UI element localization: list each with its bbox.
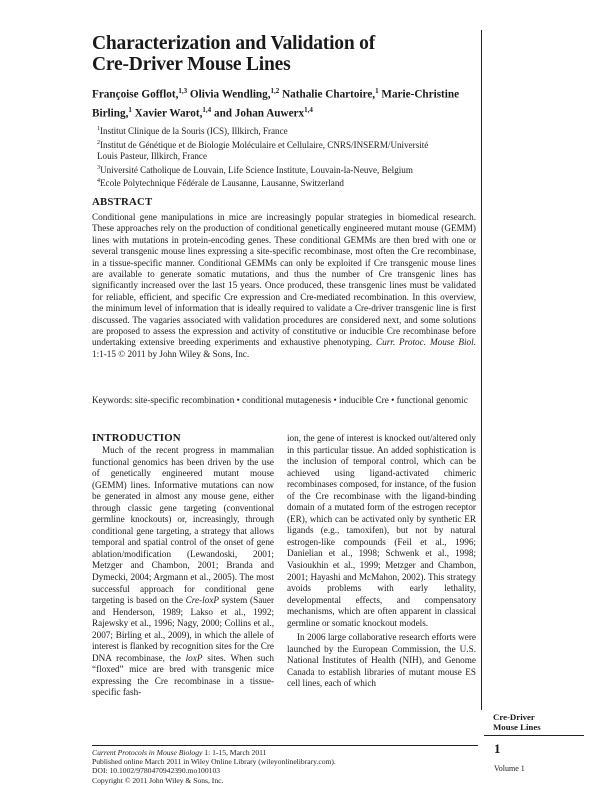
footer-doi: DOI: 10.1002/9780470942390.mo100103 [92,766,221,776]
running-title-line-2: Mouse Lines [493,722,541,732]
author-affil-sup: 1 [128,105,132,114]
author-affil-sup: 1,4 [202,105,212,114]
volume-label: Volume 1 [494,764,525,773]
title-line-2: Cre-Driver Mouse Lines [92,54,291,75]
affiliation-number: 2 [97,139,100,146]
author-gofflot: Françoise Gofflot, [92,88,179,101]
author-affil-sup: 1,3 [178,87,188,95]
intro-paragraph-1 [92,445,274,699]
intro-text: Much of the recent progress in mammalian functional genomics has been driven by the use of genetically engineered mutant mouse (GEMM) lines. Informative mutations can now be generated in almost any mouse gene, either through classic gene targeting (conventional germline knockouts) or, increasingly, through conditional gene targeting, a strategy that allows temporal and spatial control of the onset of gene ablation/modification (Lewandoski, 2001; Metzger and Chambon, 2001; Branda and Dymecki, 2004; Argmann et al., 2005). The most successful approach for conditional gene targeting is based on the [92,445,274,606]
intro-text: system (Sauer and Henderson, 1989; Lakso et al., 1992; Rajewsky et al., 1996; Nagy, 2000; Collins et al., 2007; Birling et al., 2009), in which the allele of interest is flanked by recognition sites for the Cre DNA recombinase, the [92,595,275,663]
affiliation-2 [97,138,482,152]
affiliation-1 [97,124,482,138]
abstract-body: Conditional gene manipulations in mice are increasingly popular strategies in biomedical research. These approaches rely on the production of conditional genetically engineered mutant mouse (GEMM) lines with mutations in protein-encoding genes. These conditional GEMMs are then bred with one or several transgenic mouse lines expressing a site-specific recombinase, most often the Cre recombinase, in a tissue-specific manner. Conditional GEMMs can only be exploited if Cre transgenic mouse lines are available to generate somatic mutations, and thus the number of Cre transgenic lines has significantly increased over the last 15 years. Once produced, these transgenic lines must be validated for reliable, efficient, and specific Cre expression and Cre-mediated recombination. In this overview, the minimum level of information that is ideally required to validate a Cre-driver transgenic line is first discussed. The vagaries associated with validation procedures are considered next, and some solutions are proposed to assess the expression and activity of constitutive or inducible Cre recombinase before undertaking extensive breeding experiments and exhaustive phenotyping. [92,212,476,348]
sidebar-rule [484,735,584,736]
footer-journal-line [92,748,472,757]
running-title [493,712,583,732]
title-line-1: Characterization and Validation of [92,33,376,54]
author-auwerx: and Johan Auwerx [211,107,305,120]
affiliation-text: Université Catholique de Louvain, Life Science Institute, Louvain-la-Neuve, Belgium [100,164,413,175]
keywords: Keywords: site-specific recombination • conditional mutagenesis • inducible Cre • functional genomic [92,395,468,405]
intro-column-left [92,445,274,699]
author-chartoire: Nathalie Chartoire, [279,88,376,101]
intro-paragraph-2: In 2006 large collaborative research efforts were launched by the European Commission, the U.S. National Institutes of Health (NIH), and Genome Canada to establish libraries of mutant mouse ES cell lines, each of which [287,632,476,689]
introduction-heading: INTRODUCTION [92,432,181,444]
footer-published: Published online March 2011 in Wiley Online Library (wileyonlinelibrary.com). [92,757,336,767]
abstract-text [92,212,476,360]
footer-rule [92,745,478,746]
footer-journal-issue: 1: 1-15, March 2011 [202,748,267,757]
affiliation-number: 1 [97,126,100,132]
author-affil-sup: 1 [375,87,379,95]
author-birling: Marie-Christine Birling, [92,88,460,120]
author-affil-sup: 1,4 [304,105,313,114]
author-affil-sup: 1,2 [270,87,280,95]
intro-italic-term: loxP [185,652,203,663]
intro-paragraph-1-continued: ion, the gene of interest is knocked out/altered only in this particular tissue. An added sophistication is the inclusion of temporal control, which can be achieved using ligand-activated chimeric recombinases composed, for instance, of the fusion of the Cre recombinase with the ligand-binding domain of a mutated form of the estrogen receptor (ER), which can be activated only by synthetic ER ligands (e.g., tamoxifen), but not by natural estrogen-like compounds (Feil et al., 1996; Danielian et al., 1998; Schwenk et al., 1998; Vasioukhin et al., 1999; Metzger and Chambon, 2001; Hayashi and McMahon, 2002). This strategy avoids problems with early lethality, developmental effects, and compensatory mechanisms, which are often apparent in classical germline or somatic knockout models. [287,433,476,628]
footer-copyright: Copyright © 2011 John Wiley & Sons, Inc. [92,775,224,785]
affiliation-number: 4 [97,178,100,185]
affiliation-2-continued: Louis Pasteur, Illkirch, France [97,151,207,162]
footer [92,748,472,785]
author-warot: Xavier Warot, [131,107,203,120]
author-wendling: Olivia Wendling, [187,88,271,101]
intro-column-right [287,433,476,690]
footer-journal-name: Current Protocols in Mouse Biology [92,748,203,757]
affiliation-text: Ecole Polytechnique Fédérale de Lausanne, Lausanne, Switzerland [100,178,344,189]
abstract-citation: 1:1-15 © 2011 by John Wiley & Sons, Inc. [92,348,250,359]
abstract-heading: ABSTRACT [92,196,153,208]
intro-text: sites. When such “floxed” mice are bred with transgenic mice expressing the Cre recombinase in a tissue-specific fash- [92,652,274,698]
running-title-line-1: Cre-Driver [493,712,535,722]
affiliation-3 [97,163,482,177]
affiliation-number: 3 [97,164,100,171]
affiliations [97,124,482,190]
page-number: 1 [494,741,501,756]
article-title [92,33,472,75]
abstract-citation-journal: Curr. Protoc. Mouse Biol. [375,337,476,348]
affiliation-text: Institut de Génétique et de Biologie Moléculaire et Cellulaire, CNRS/INSERM/Université [100,139,429,150]
affiliation-4 [97,176,482,190]
affiliation-text: Institut Clinique de la Souris (ICS), Illkirch, France [100,126,288,137]
intro-italic-term: Cre-loxP [185,595,220,606]
author-list [92,84,477,121]
